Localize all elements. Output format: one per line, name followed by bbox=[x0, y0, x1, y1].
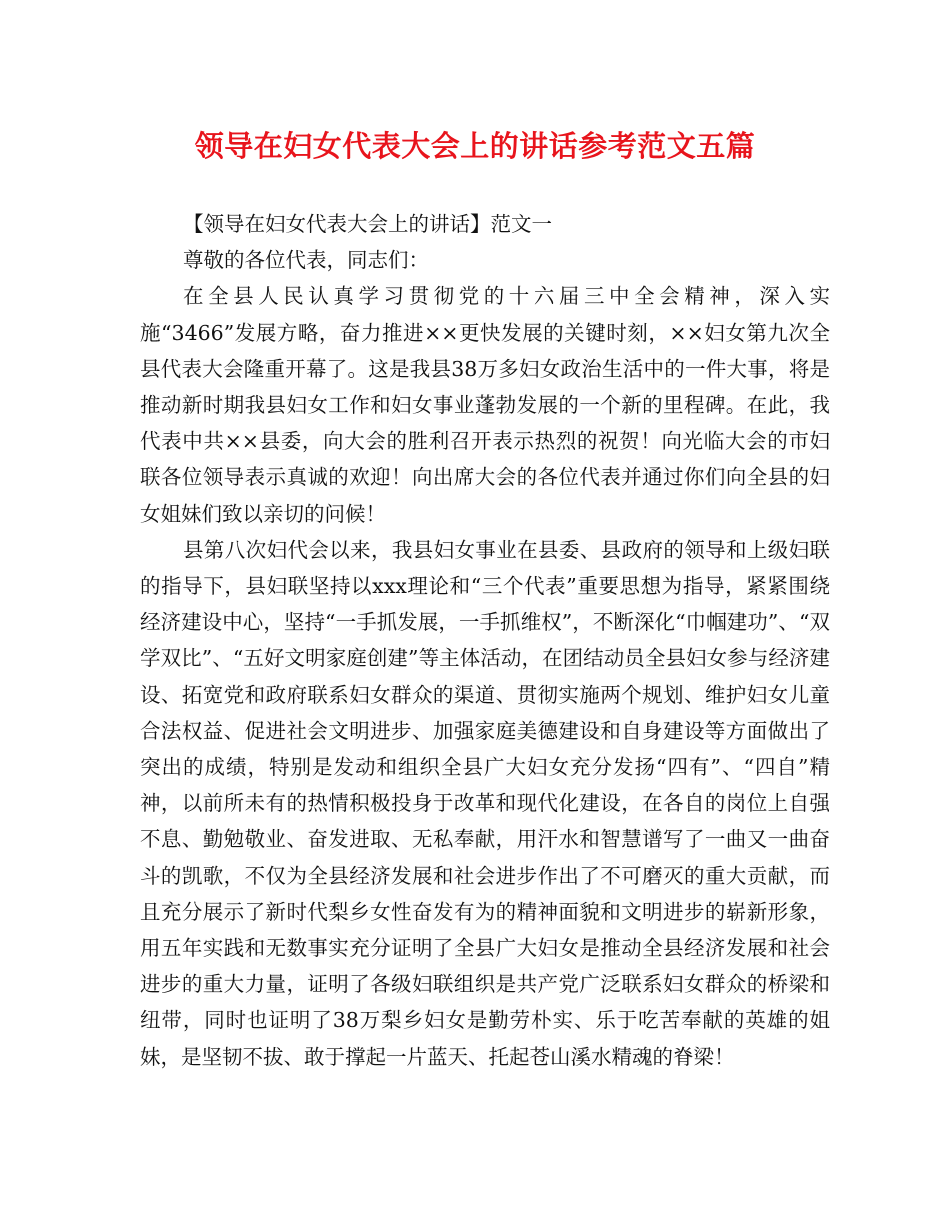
document-title: 领导在妇女代表大会上的讲话参考范文五篇 bbox=[194, 129, 756, 163]
document-body bbox=[140, 206, 830, 1075]
section-heading: 【领导在妇女代表大会上的讲话】范文一 bbox=[183, 212, 553, 236]
body-paragraph-1: 在全县人民认真学习贯彻党的十六届三中全会精神，深入实施“3466”发展方略，奋力推进××更快发展的关键时刻，××妇女第九次全县代表大会隆重开幕了。这是我县38万多妇女政治生活中的一件大事，将是推动新时期我县妇女工作和妇女事业蓬勃发展的一个新的里程碑。在此，我代表中共××县委，向大会的胜利召开表示热烈的祝贺！向光临大会的市妇联各位领导表示真诚的欢迎！向出席大会的各位代表并通过你们向全县的妇女姐妹们致以亲切的问候！ bbox=[140, 284, 830, 526]
body-paragraph-2: 县第八次妇代会以来，我县妇女事业在县委、县政府的领导和上级妇联的指导下，县妇联坚持以xxx理论和“三个代表”重要思想为指导，紧紧围绕经济建设中心，坚持“一手抓发展，一手抓维权”，不断深化“巾帼建功”、“双学双比”、“五好文明家庭创建”等主体活动，在团结动员全县妇女参与经济建设、拓宽党和政府联系妇女群众的渠道、贯彻实施两个规划、维护妇女儿童合法权益、促进社会文明进步、加强家庭美德建设和自身建设等方面做出了突出的成绩，特别是发动和组织全县广大妇女充分发扬“四有”、“四自”精神，以前所未有的热情积极投身于改革和现代化建设，在各自的岗位上自强不息、勤勉敬业、奋发进取、无私奉献，用汗水和智慧谱写了一曲又一曲奋斗的凯歌，不仅为全县经济发展和社会进步作出了不可磨灭的重大贡献，而且充分展示了新时代梨乡女性奋发有为的精神面貌和文明进步的崭新形象，用五年实践和无数事实充分证明了全县广大妇女是推动全县经济发展和社会进步的重大力量，证明了各级妇联组织是共产党广泛联系妇女群众的桥梁和纽带，同时也证明了38万梨乡妇女是勤劳朴实、乐于吃苦奉献的英雄的姐妹，是坚韧不拔、敢于撑起一片蓝天、托起苍山溪水精魂的脊梁！ bbox=[140, 537, 830, 1069]
salutation: 尊敬的各位代表，同志们： bbox=[183, 248, 430, 273]
